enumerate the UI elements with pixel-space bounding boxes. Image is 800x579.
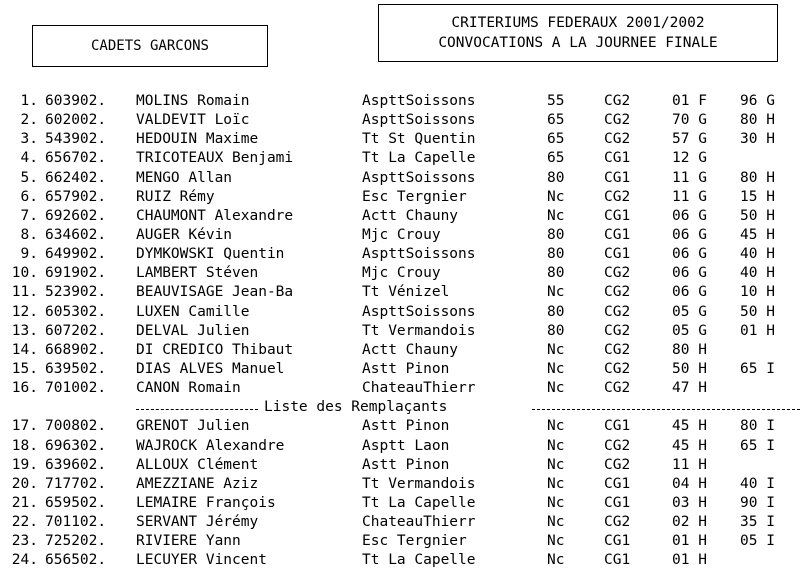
table-row	[0, 93, 800, 112]
club-name: Astt Pinon	[362, 456, 450, 473]
ranking-1: 03 H	[672, 494, 707, 511]
table-row	[0, 265, 800, 284]
points: 80	[547, 169, 565, 186]
license-id: 605302.	[45, 303, 107, 320]
points: Nc	[547, 360, 565, 377]
table-row	[0, 361, 800, 380]
player-name: CHAUMONT Alexandre	[136, 207, 294, 224]
club-name: Tt Vénizel	[362, 284, 450, 301]
rank-number: 17.	[11, 418, 38, 435]
club-name: Actt Chauny	[362, 341, 459, 358]
club-name: AspttSoissons	[362, 112, 476, 129]
rank-number: 7.	[20, 207, 38, 224]
substitutes-separator	[0, 399, 800, 418]
category-code: CG2	[604, 303, 631, 320]
points: Nc	[547, 207, 565, 224]
ranking-1: 06 G	[672, 284, 707, 301]
player-name: LECUYER Vincent	[136, 552, 267, 569]
player-name: MENGO Allan	[136, 169, 233, 186]
ranking-2: 80 I	[740, 418, 775, 435]
category-code: CG1	[604, 552, 631, 569]
player-name: DIAS ALVES Manuel	[136, 360, 285, 377]
points: Nc	[547, 514, 565, 531]
ranking-2: 50 H	[740, 303, 775, 320]
player-list	[0, 93, 800, 572]
license-id: 659502.	[45, 494, 107, 511]
ranking-1: 50 H	[672, 360, 707, 377]
rank-number: 1.	[20, 93, 38, 109]
ranking-1: 70 G	[672, 112, 707, 129]
table-row	[0, 170, 800, 189]
player-name: MOLINS Romain	[136, 93, 250, 109]
license-id: 649902.	[45, 246, 107, 263]
club-name: Tt La Capelle	[362, 552, 476, 569]
club-name: Tt La Capelle	[362, 150, 476, 167]
title-line-1: CRITERIUMS FEDERAUX 2001/2002	[451, 15, 705, 31]
category-code: CG2	[604, 514, 631, 531]
category-code: CG2	[604, 341, 631, 358]
player-name: HEDOUIN Maxime	[136, 131, 259, 148]
ranking-1: 06 G	[672, 207, 707, 224]
category-code: CG2	[604, 380, 631, 397]
ranking-2: 80 H	[740, 169, 775, 186]
ranking-1: 12 G	[672, 150, 707, 167]
license-id: 607202.	[45, 322, 107, 339]
rank-number: 9.	[20, 246, 38, 263]
club-name: AspttSoissons	[362, 169, 476, 186]
table-row	[0, 380, 800, 399]
points: 80	[547, 226, 565, 243]
ranking-1: 01 F	[672, 93, 707, 109]
ranking-2: 65 I	[740, 437, 775, 454]
points: Nc	[547, 552, 565, 569]
points: Nc	[547, 475, 565, 492]
table-row	[0, 208, 800, 227]
club-name: ChateauThierr	[362, 380, 476, 397]
ranking-1: 04 H	[672, 475, 707, 492]
points: Nc	[547, 494, 565, 511]
rank-number: 24.	[11, 552, 38, 569]
player-name: AMEZZIANE Aziz	[136, 475, 259, 492]
ranking-1: 11 G	[672, 188, 707, 205]
player-name: LEMAIRE François	[136, 494, 276, 511]
rank-number: 14.	[11, 341, 38, 358]
club-name: Mjc Crouy	[362, 265, 441, 282]
player-name: BEAUVISAGE Jean-Ba	[136, 284, 294, 301]
category-code: CG2	[604, 112, 631, 129]
separator-rule-left	[136, 409, 258, 410]
club-name: Tt La Capelle	[362, 494, 476, 511]
table-row	[0, 552, 800, 571]
player-name: RIVIERE Yann	[136, 533, 241, 550]
rank-number: 15.	[11, 360, 38, 377]
category-code: CG1	[604, 475, 631, 492]
rank-number: 16.	[11, 380, 38, 397]
license-id: 725202.	[45, 533, 107, 550]
category-code: CG2	[604, 188, 631, 205]
table-row	[0, 457, 800, 476]
rank-number: 21.	[11, 494, 38, 511]
rank-number: 5.	[20, 169, 38, 186]
ranking-1: 01 H	[672, 533, 707, 550]
license-id: 657902.	[45, 188, 107, 205]
rank-number: 8.	[20, 226, 38, 243]
ranking-1: 45 H	[672, 437, 707, 454]
category-code: CG1	[604, 494, 631, 511]
points: 80	[547, 246, 565, 263]
points: Nc	[547, 188, 565, 205]
license-id: 701002.	[45, 380, 107, 397]
ranking-1: 47 H	[672, 380, 707, 397]
ranking-2: 35 I	[740, 514, 775, 531]
license-id: 692602.	[45, 207, 107, 224]
player-name: WAJROCK Alexandre	[136, 437, 285, 454]
table-row	[0, 227, 800, 246]
club-name: Astt Pinon	[362, 360, 450, 377]
category-code: CG1	[604, 533, 631, 550]
title-line-2: CONVOCATIONS A LA JOURNEE FINALE	[438, 35, 718, 51]
points: 80	[547, 303, 565, 320]
ranking-2: 10 H	[740, 284, 775, 301]
rank-number: 10.	[11, 265, 38, 282]
club-name: Tt St Quentin	[362, 131, 476, 148]
license-id: 639502.	[45, 360, 107, 377]
club-name: Tt Vermandois	[362, 322, 476, 339]
club-name: Astt Pinon	[362, 418, 450, 435]
points: 80	[547, 322, 565, 339]
ranking-2: 50 H	[740, 207, 775, 224]
ranking-2: 65 I	[740, 360, 775, 377]
rank-number: 6.	[20, 188, 38, 205]
separator-rule-right	[532, 409, 800, 410]
license-id: 701102.	[45, 514, 107, 531]
ranking-1: 02 H	[672, 514, 707, 531]
rank-number: 23.	[11, 533, 38, 550]
club-name: Actt Chauny	[362, 207, 459, 224]
license-id: 696302.	[45, 437, 107, 454]
license-id: 656702.	[45, 150, 107, 167]
club-name: AspttSoissons	[362, 93, 476, 109]
category-code: CG1	[604, 418, 631, 435]
points: 55	[547, 93, 565, 109]
table-row	[0, 246, 800, 265]
table-row	[0, 284, 800, 303]
ranking-1: 57 G	[672, 131, 707, 148]
table-row	[0, 476, 800, 495]
table-row	[0, 189, 800, 208]
license-id: 639602.	[45, 456, 107, 473]
ranking-2: 40 H	[740, 246, 775, 263]
ranking-1: 11 H	[672, 456, 707, 473]
ranking-1: 05 G	[672, 322, 707, 339]
ranking-2: 01 H	[740, 322, 775, 339]
club-name: ChateauThierr	[362, 514, 476, 531]
ranking-1: 80 H	[672, 341, 707, 358]
ranking-1: 06 G	[672, 246, 707, 263]
rank-number: 13.	[11, 322, 38, 339]
player-name: ALLOUX Clément	[136, 456, 259, 473]
player-name: DELVAL Julien	[136, 322, 250, 339]
category-label: CADETS GARCONS	[90, 38, 209, 54]
player-name: LUXEN Camille	[136, 303, 250, 320]
title-box	[378, 4, 778, 62]
points: Nc	[547, 380, 565, 397]
club-name: Esc Tergnier	[362, 533, 467, 550]
ranking-1: 06 G	[672, 265, 707, 282]
category-code: CG1	[604, 169, 631, 186]
license-id: 662402.	[45, 169, 107, 186]
player-name: TRICOTEAUX Benjami	[136, 150, 294, 167]
category-code: CG1	[604, 226, 631, 243]
ranking-2: 05 I	[740, 533, 775, 550]
category-code: CG2	[604, 437, 631, 454]
table-row	[0, 438, 800, 457]
ranking-1: 11 G	[672, 169, 707, 186]
category-box	[32, 25, 268, 67]
rank-number: 2.	[20, 112, 38, 129]
points: 80	[547, 265, 565, 282]
ranking-1: 01 H	[672, 552, 707, 569]
rank-number: 12.	[11, 303, 38, 320]
ranking-2: 40 I	[740, 475, 775, 492]
category-code: CG2	[604, 456, 631, 473]
license-id: 668902.	[45, 341, 107, 358]
category-code: CG1	[604, 207, 631, 224]
license-id: 603902.	[45, 93, 107, 109]
points: Nc	[547, 533, 565, 550]
rank-number: 20.	[11, 475, 38, 492]
player-name: DI CREDICO Thibaut	[136, 341, 294, 358]
category-code: CG2	[604, 265, 631, 282]
player-name: SERVANT Jérémy	[136, 514, 259, 531]
ranking-2: 40 H	[740, 265, 775, 282]
category-code: CG2	[604, 131, 631, 148]
ranking-2: 96 G	[740, 93, 775, 109]
ranking-1: 05 G	[672, 303, 707, 320]
player-name: DYMKOWSKI Quentin	[136, 246, 285, 263]
table-row	[0, 131, 800, 150]
table-row	[0, 495, 800, 514]
ranking-1: 45 H	[672, 418, 707, 435]
table-row	[0, 304, 800, 323]
player-name: CANON Romain	[136, 380, 241, 397]
player-name: AUGER Kévin	[136, 226, 233, 243]
category-code: CG2	[604, 93, 631, 109]
table-row	[0, 342, 800, 361]
license-id: 602002.	[45, 112, 107, 129]
ranking-2: 90 I	[740, 494, 775, 511]
table-row	[0, 150, 800, 169]
license-id: 543902.	[45, 131, 107, 148]
points: 65	[547, 131, 565, 148]
ranking-2: 80 H	[740, 112, 775, 129]
player-name: GRENOT Julien	[136, 418, 250, 435]
category-code: CG1	[604, 246, 631, 263]
license-id: 523902.	[45, 284, 107, 301]
club-name: Tt Vermandois	[362, 475, 476, 492]
table-row	[0, 533, 800, 552]
points: 65	[547, 112, 565, 129]
license-id: 691902.	[45, 265, 107, 282]
rank-number: 4.	[20, 150, 38, 167]
ranking-2: 45 H	[740, 226, 775, 243]
points: 65	[547, 150, 565, 167]
rank-number: 22.	[11, 514, 38, 531]
table-row	[0, 514, 800, 533]
category-code: CG2	[604, 284, 631, 301]
license-id: 700802.	[45, 418, 107, 435]
rank-number: 18.	[11, 437, 38, 454]
player-name: RUIZ Rémy	[136, 188, 215, 205]
table-row	[0, 112, 800, 131]
club-name: AspttSoissons	[362, 303, 476, 320]
points: Nc	[547, 437, 565, 454]
points: Nc	[547, 341, 565, 358]
player-name: VALDEVIT Loïc	[136, 112, 250, 129]
club-name: Asptt Laon	[362, 437, 450, 454]
points: Nc	[547, 284, 565, 301]
club-name: AspttSoissons	[362, 246, 476, 263]
player-name: LAMBERT Stéven	[136, 265, 259, 282]
license-id: 656502.	[45, 552, 107, 569]
license-id: 717702.	[45, 475, 107, 492]
ranking-2: 30 H	[740, 131, 775, 148]
category-code: CG2	[604, 360, 631, 377]
points: Nc	[547, 418, 565, 435]
points: Nc	[547, 456, 565, 473]
license-id: 634602.	[45, 226, 107, 243]
club-name: Mjc Crouy	[362, 226, 441, 243]
ranking-2: 15 H	[740, 188, 775, 205]
separator-label: Liste des Remplaçants	[264, 399, 448, 416]
category-code: CG1	[604, 150, 631, 167]
table-row	[0, 418, 800, 437]
rank-number: 11.	[11, 284, 38, 301]
table-row	[0, 323, 800, 342]
club-name: Esc Tergnier	[362, 188, 467, 205]
rank-number: 19.	[11, 456, 38, 473]
rank-number: 3.	[20, 131, 38, 148]
ranking-1: 06 G	[672, 226, 707, 243]
category-code: CG2	[604, 322, 631, 339]
